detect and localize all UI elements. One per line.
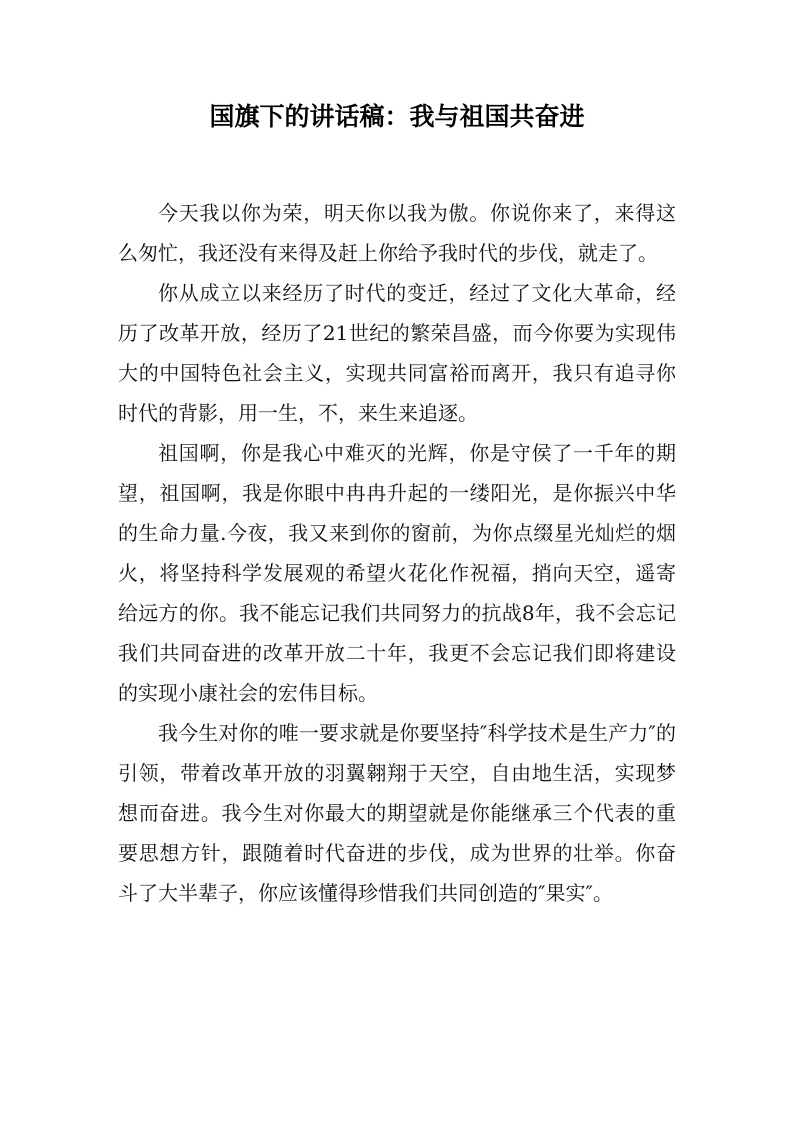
document-body [118,193,676,913]
page-title: 国旗下的讲话稿：我与祖国共奋进 [209,102,585,131]
paragraph: 今天我以你为荣，明天你以我为傲。你说你来了，来得这么匆忙，我还没有来得及赶上你给予我时代的步伐，就走了。 [118,201,676,265]
paragraph: 我今生对你的唯一要求就是你要坚持″科学技术是生产力″的引领，带着改革开放的羽翼翱翔于天空，自由地生活，实现梦想而奋进。我今生对你最大的期望就是你能继承三个代表的重要思想方针，跟随着时代奋进的步伐，成为世界的壮举。你奋斗了大半辈子，你应该懂得珍惜我们共同创造的″果实″。 [118,721,676,905]
paragraph: 祖国啊，你是我心中难灭的光辉，你是守侯了一千年的期望，祖国啊，我是你眼中冉冉升起的一缕阳光，是你振兴中华的生命力量.今夜，我又来到你的窗前，为你点缀星光灿烂的烟火，将坚持科学发展观的希望火花化作祝福，捎向天空，遥寄给远方的你。我不能忘记我们共同努力的抗战8年，我不会忘记我们共同奋进的改革开放二十年，我更不会忘记我们即将建设的实现小康社会的宏伟目标。 [118,441,676,705]
paragraph: 你从成立以来经历了时代的变迁，经过了文化大革命，经历了改革开放，经历了21世纪的繁荣昌盛，而今你要为实现伟大的中国特色社会主义，实现共同富裕而离开，我只有追寻你时代的背影，用一生，不，来生来追逐。 [118,281,676,425]
